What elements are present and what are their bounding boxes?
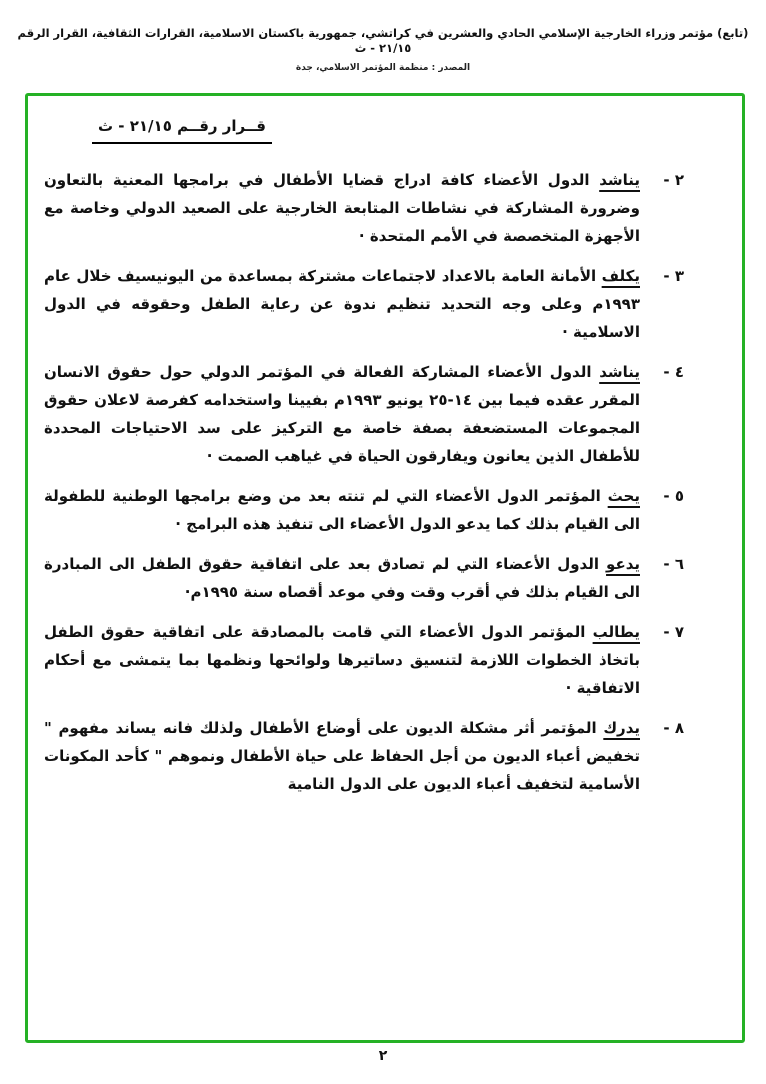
item-number: ٣ - (663, 267, 684, 285)
resolution-title: قــرار رقــم ٢١/١٥ - ث (92, 117, 272, 144)
resolution-item (44, 358, 684, 470)
item-text (44, 482, 640, 538)
item-lead-word: يناشد (599, 171, 640, 189)
page-number: ٢ (378, 1048, 388, 1064)
item-number: ٨ - (663, 719, 684, 737)
header-source-line: المصدر : منظمة المؤتمر الاسلامي، جدة (295, 63, 471, 73)
item-rest-text: المؤتمر أثر مشكلة الديون على أوضاع الأطفال ولذلك فانه يساند مفهوم " تخفيض أعباء الديون من أجل الحفاظ على حياة الأطفال ونموهم " كأحد المكونات الأسامية لتخفيف أعباء الديون على الدول النامية (44, 719, 640, 793)
resolution-list (28, 166, 742, 798)
resolution-item (44, 166, 684, 250)
item-lead-word: يطالب (592, 623, 640, 641)
green-border-frame (25, 93, 745, 1043)
item-rest-text: الدول الأعضاء التي لم تصادق بعد على اتفاقية حقوق الطفل الى المبادرة الى القيام بذلك في أقرب وقت وفي موعد أقصاه سنة ١٩٩٥م· (44, 555, 640, 601)
item-number: ٤ - (663, 363, 684, 381)
resolution-item (44, 482, 684, 538)
item-number: ٧ - (663, 623, 684, 641)
resolution-item (44, 714, 684, 798)
item-text (44, 262, 640, 346)
resolution-item (44, 550, 684, 606)
item-text (44, 714, 640, 798)
item-text (44, 358, 640, 470)
item-lead-word: يكلف (601, 267, 640, 285)
item-rest-text: الدول الأعضاء المشاركة الفعالة في المؤتمر الدولي حول حقوق الانسان المقرر عقده فيما بين ١٤-٢٥ يونيو ١٩٩٣م بفيينا واستخدامه كفرصة لاعلان حقوق المجموعات المستضعفة بصفة خاصة مع التركيز على سد الاحتياجات المحددة للأطفال الذين يعانون ويفارقون الحياة في غياهب الصمت · (44, 363, 640, 465)
resolution-item (44, 618, 684, 702)
item-text (44, 618, 640, 702)
item-number: ٥ - (663, 487, 684, 505)
item-rest-text: الدول الأعضاء كافة ادراج قضايا الأطفال في برامجها المعنية بالتعاون وضرورة المشاركة في نشاطات المتابعة الخارجية على الصعيد الدولي وخاصة مع الأجهزة المتخصصة في الأمم المتحدة · (44, 171, 640, 245)
item-lead-word: يدرك (603, 719, 640, 737)
item-number: ٢ - (663, 171, 684, 189)
item-text (44, 550, 640, 606)
item-rest-text: الأمانة العامة بالاعداد لاجتماعات مشتركة بمساعدة من اليونيسيف خلال عام ١٩٩٣م وعلى وجه التحديد تنظيم ندوة عن رعاية الطفل وحقوقه في الدول الاسلامية · (44, 267, 640, 341)
item-lead-word: يناشد (599, 363, 640, 381)
document-header (0, 0, 766, 73)
item-rest-text: المؤتمر الدول الأعضاء التي قامت بالمصادقة على اتفاقية حقوق الطفل باتخاذ الخطوات اللازمة لتنسيق دساتيرها ولوائحها ونظمها بما يتمشى مع أحكام الاتفاقية · (44, 623, 640, 697)
item-number: ٦ - (663, 555, 684, 573)
header-line-1: (تابع) مؤتمر وزراء الخارجية الإسلامي الحادي والعشرين في كراتشي، جمهورية باكستان الاسلامية، القرارات الثقافية، القرار الرقم ٢١/١٥ - ث (17, 26, 749, 55)
item-lead-word: يدعو (606, 555, 640, 573)
title-row (92, 116, 742, 144)
resolution-item (44, 262, 684, 346)
item-rest-text: المؤتمر الدول الأعضاء التي لم تنته بعد من وضع برامجها الوطنية للطفولة الى القيام بذلك كما يدعو الدول الأعضاء الى تنفيذ هذه البرامج · (44, 487, 640, 533)
item-lead-word: يحث (607, 487, 640, 505)
item-text (44, 166, 640, 250)
